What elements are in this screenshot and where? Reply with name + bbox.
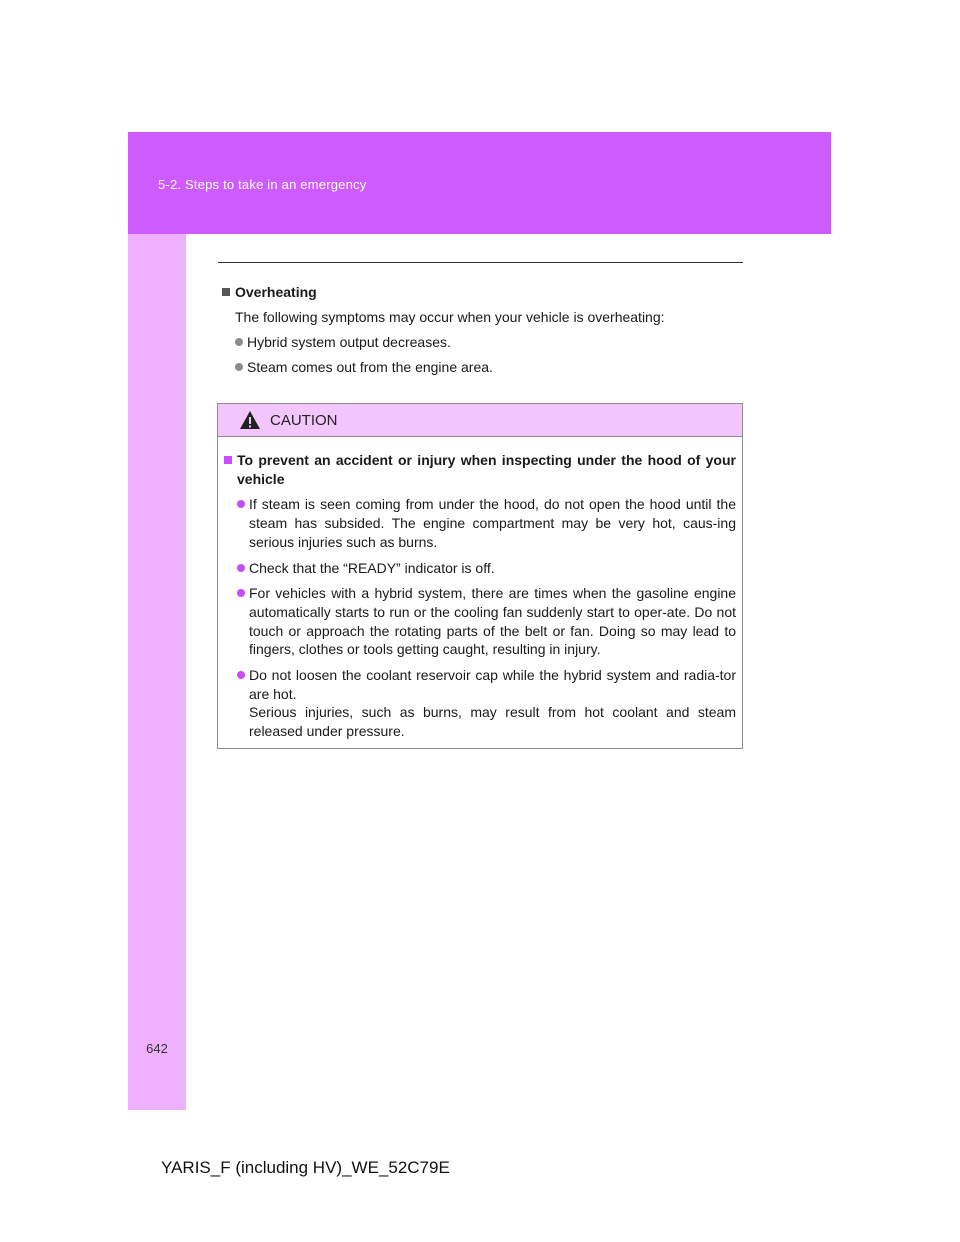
list-item xyxy=(235,357,742,377)
caution-heading-text: To prevent an accident or injury when inspecting under the hood of your vehicle xyxy=(237,452,736,487)
square-bullet-icon xyxy=(224,456,232,464)
warning-triangle-icon xyxy=(239,410,261,430)
list-item-text: Steam comes out from the engine area. xyxy=(247,359,493,375)
divider xyxy=(218,262,743,263)
caution-item xyxy=(237,584,736,659)
caution-item-line: Do not loosen the coolant reservoir cap while the hybrid system and radia-tor are hot. xyxy=(249,667,736,702)
overheating-section xyxy=(222,282,742,377)
header-band xyxy=(128,132,831,234)
caution-item xyxy=(237,666,736,741)
caution-heading xyxy=(224,451,736,488)
round-bullet-icon xyxy=(237,500,245,508)
caution-header xyxy=(218,404,742,437)
caution-item-text xyxy=(249,666,736,741)
caution-item xyxy=(237,559,736,578)
page-number: 642 xyxy=(146,1041,168,1056)
caution-box xyxy=(217,403,743,749)
caution-item-text: For vehicles with a hybrid system, there are times when the gasoline engine automatically starts to run or the cooling fan suddenly start to oper-ate. Do not touch or approach the rotating parts of the belt or fan. Doing so may lead to fingers, clothes or tools getting caught, resulting in injury. xyxy=(249,585,736,658)
caution-body xyxy=(218,437,742,741)
round-bullet-icon xyxy=(237,671,245,679)
list-item-text: Hybrid system output decreases. xyxy=(247,334,451,350)
caution-label: CAUTION xyxy=(270,411,338,429)
overheating-intro: The following symptoms may occur when your vehicle is overheating: xyxy=(235,309,665,325)
round-bullet-icon xyxy=(237,589,245,597)
overheating-heading-text: Overheating xyxy=(235,284,317,300)
side-strip xyxy=(128,234,186,1110)
caution-item-text: Check that the “READY” indicator is off. xyxy=(249,559,495,576)
section-title: 5-2. Steps to take in an emergency xyxy=(158,177,367,192)
document-footer: YARIS_F (including HV)_WE_52C79E xyxy=(161,1158,450,1177)
overheating-heading xyxy=(222,282,742,302)
round-bullet-icon xyxy=(235,338,243,346)
square-bullet-icon xyxy=(222,288,230,296)
round-bullet-icon xyxy=(237,564,245,572)
list-item xyxy=(235,332,742,352)
caution-item-text: If steam is seen coming from under the hood, do not open the hood until the steam has subsided. The engine compartment may be very hot, caus-ing serious injuries such as burns. xyxy=(249,496,736,550)
caution-item-line: Serious injuries, such as burns, may result from hot coolant and steam released under pressure. xyxy=(249,704,736,740)
caution-item xyxy=(237,495,736,551)
round-bullet-icon xyxy=(235,363,243,371)
